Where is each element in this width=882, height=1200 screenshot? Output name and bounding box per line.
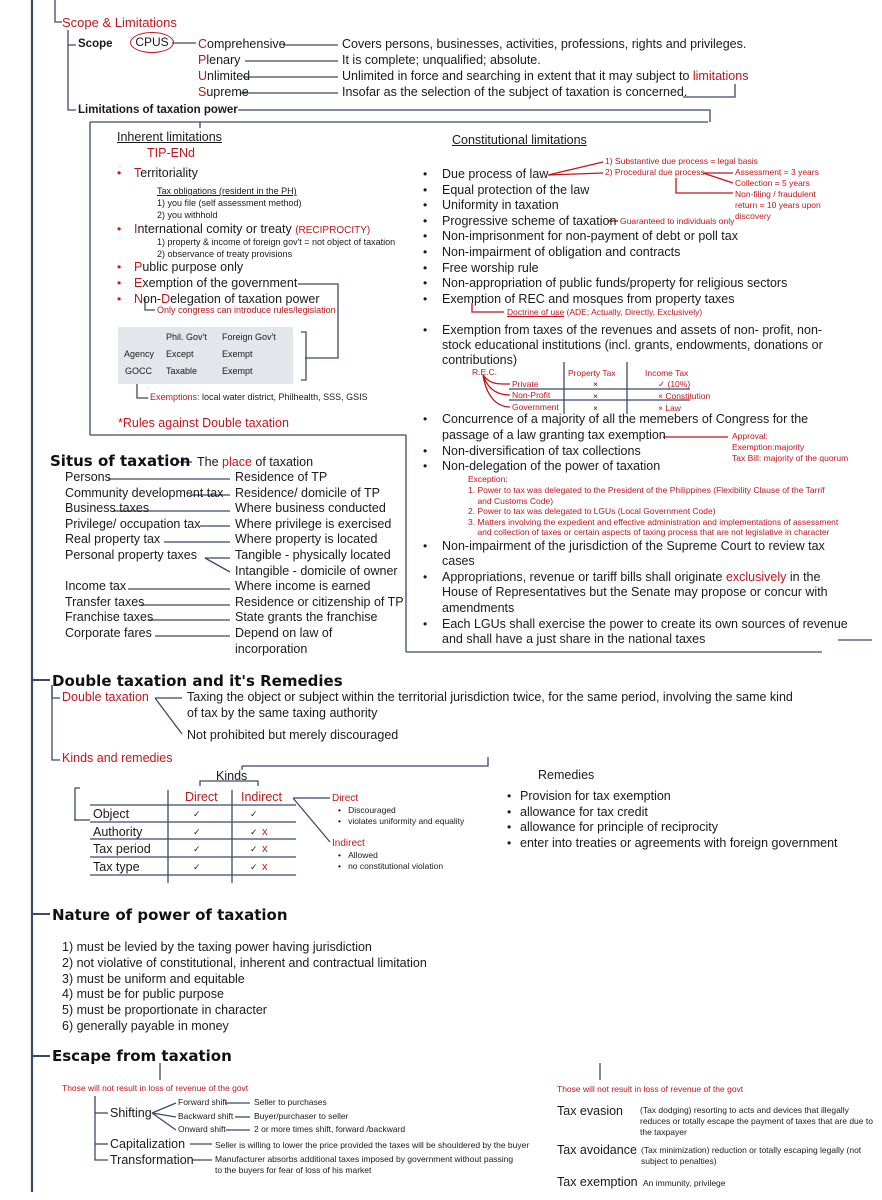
shift-def: Buyer/purchaser to seller: [254, 1111, 349, 1121]
rec-cell: × Constitution: [658, 391, 711, 401]
tax-exemption-def: An immunity, privilege: [643, 1178, 726, 1188]
bullet-icon: •: [423, 245, 428, 259]
bullet-icon: •: [117, 276, 122, 290]
bullet-icon: •: [117, 166, 122, 180]
situs-place: Where property is located: [235, 532, 378, 547]
progressive-note: Guaranteed to individuals only: [620, 216, 735, 226]
double-taxation-note: Not prohibited but merely discouraged: [187, 728, 399, 742]
bullet-icon: •: [507, 820, 512, 835]
indirect-note: • no constitutional violation: [338, 861, 444, 871]
kinds-label: Kinds: [216, 769, 248, 783]
const-lgus: Each LGUs shall exercise the power to create its own sources of revenue: [442, 617, 848, 631]
const-limitation-item: Uniformity in taxation: [442, 198, 559, 213]
rules-double-taxation: *Rules against Double taxation: [118, 416, 289, 430]
const-limitation-item: Non-impairment of obligation and contracts: [442, 245, 681, 259]
const-non-diversification: Non-diversification of tax collections: [442, 444, 641, 458]
const-educational: Exemption from taxes of the revenues and assets of non- profit, non-: [442, 323, 823, 337]
tax-evasion-def: reduces or totally escape the payment of taxes that are due to: [640, 1116, 873, 1126]
inherent-acronym: TIP-ENd: [147, 146, 195, 160]
bullet-icon: •: [423, 459, 428, 473]
cross-icon: x: [262, 860, 268, 873]
rec-cell: × Law: [658, 403, 681, 413]
bullet-icon: •: [423, 412, 428, 426]
inherent-comity: International comity or treaty (RECIPROCITY): [134, 222, 371, 236]
limitations-label: Limitations of taxation power: [78, 104, 238, 116]
transformation-label: Transformation: [110, 1153, 194, 1167]
tax-exemption-label: Tax exemption: [557, 1175, 638, 1189]
transformation-def: to the buyers for fear of loss of his market: [215, 1165, 372, 1175]
rec-header: Income Tax: [645, 368, 689, 378]
bullet-icon: •: [423, 229, 428, 244]
bullet-icon: •: [423, 617, 428, 631]
escape-right-note: Those will not result in loss of revenue of the govt: [557, 1084, 744, 1094]
gov-table-cell: Exempt: [222, 366, 253, 376]
const-educational: contributions): [442, 353, 518, 367]
situs-place: Depend on law of: [235, 626, 333, 640]
rec-label: R.E.C.: [472, 367, 498, 377]
bullet-icon: •: [423, 198, 428, 213]
kinds-row-label: Tax period: [93, 842, 151, 857]
situs-place: incorporation: [235, 641, 308, 656]
capitalization-def: Seller is willing to lower the price provided the taxes will be shouldered by the buyer: [215, 1140, 530, 1150]
check-icon: ✓: [250, 809, 258, 819]
bullet-icon: •: [507, 789, 512, 803]
tax-evasion-label: Tax evasion: [557, 1104, 624, 1118]
exception-title: Exception:: [468, 474, 508, 484]
situs-tax-type: Corporate fares: [65, 626, 152, 640]
bullet-icon: •: [423, 167, 428, 181]
transformation-def: Manufacturer absorbs additional taxes imposed by government without passing: [215, 1154, 514, 1164]
exception-item: 2. Power to tax was delegated to LGUs (Local Government Code): [468, 506, 716, 516]
situs-place: Residence of TP: [235, 470, 328, 484]
inherent-territoriality: Territoriality: [134, 166, 198, 180]
bullet-icon: •: [423, 570, 428, 584]
scope-item-plenary: Plenary: [198, 53, 241, 67]
scope-item-unlimited: Unlimited: [198, 69, 251, 83]
check-icon: ✓: [250, 826, 258, 837]
non-delegation-note: Only congress can introduce rules/legislation: [157, 305, 336, 315]
scope-def-unlimited: Unlimited in force and searching in extent that it may subject to limitations: [342, 69, 749, 83]
procedural-note: Non-filing / fraudulent: [735, 189, 816, 199]
tax-avoidance-label: Tax avoidance: [557, 1143, 637, 1157]
nature-item: 3) must be uniform and equitable: [62, 971, 245, 986]
exemptions-note: Exemptions: local water district, Philhealth, SSS, GSIS: [150, 392, 368, 402]
scope-label: Scope: [78, 38, 113, 50]
double-taxation-definition: of tax by the same taxing authority: [187, 706, 378, 720]
situs-place: Where income is earned: [235, 579, 371, 594]
const-limitation-item: Exemption of REC and mosques from property taxes: [442, 291, 735, 306]
kinds-row-label: Authority: [93, 824, 143, 839]
scope-item-supreme: Supreme: [198, 85, 249, 99]
const-lgus: and shall have a just share in the national taxes: [442, 632, 706, 646]
remedy-item: allowance for tax credit: [520, 804, 648, 819]
bullet-icon: •: [423, 291, 428, 306]
situs-tax-type: Persons: [65, 470, 111, 484]
cross-icon: x: [262, 843, 268, 856]
inherent-public-purpose: Public purpose only: [134, 260, 244, 274]
tax-evasion-def: (Tax dodging) resorting to acts and devices that illegally: [640, 1105, 849, 1115]
gov-table-cell: Agency: [124, 349, 155, 359]
scope-item-comprehensive: Comprehensive: [198, 37, 286, 51]
nature-heading: Nature of power of taxation: [52, 906, 288, 924]
doctrine-of-use-note: Doctrine of use (ADE; Actually, Directly, Exclusively): [507, 307, 703, 317]
tax-obligation-item: 2) you withhold: [157, 210, 218, 220]
const-concurrence: Concurrence of a majority of all the memebers of Congress for the: [442, 412, 809, 426]
const-limitation-item: Due process of law: [442, 167, 549, 181]
direct-note: • Discouraged: [338, 805, 396, 815]
gov-table-header: Phil. Gov't: [166, 332, 207, 342]
situs-tax-type: Business taxes: [65, 501, 150, 516]
const-supreme-court: cases: [442, 554, 475, 568]
double-taxation-label: Double taxation: [62, 690, 149, 704]
rec-row-name: Government: [512, 402, 559, 412]
shift-type: Forward shift: [178, 1097, 228, 1107]
const-concurrence: passage of a law granting tax exemption: [442, 428, 666, 442]
kinds-header-indirect: Indirect: [241, 790, 282, 804]
situs-place: Tangible - physically located: [235, 548, 391, 562]
tax-evasion-def: the taxpayer: [640, 1127, 687, 1137]
situs-tax-type: Real property tax: [65, 532, 161, 547]
exception-item: 3. Matters involving the expedient and effective administration and implementations of assessment: [468, 517, 839, 527]
bullet-icon: •: [423, 444, 428, 458]
gov-table-cell: GOCC: [125, 366, 152, 376]
remedy-item: allowance for principle of reciprocity: [520, 820, 719, 835]
indirect-title: Indirect: [332, 838, 365, 849]
situs-tax-type: Personal property taxes: [65, 548, 198, 562]
constitutional-title: Constitutional limitations: [452, 133, 587, 147]
shift-def: Seller to purchases: [254, 1097, 327, 1107]
procedural-note: Assessment = 3 years: [735, 167, 819, 177]
bullet-icon: •: [423, 539, 428, 553]
exception-item: and Customs Code): [468, 496, 554, 506]
scope-def-supreme: Insofar as the selection of the subject of taxation is concerned.: [342, 85, 688, 99]
bullet-icon: •: [117, 222, 122, 236]
exception-item: and collection of taxes or certain aspects of taxing process that are not legislative in character: [468, 527, 830, 537]
situs-tax-type: Franchise taxes: [65, 610, 154, 625]
rec-cell: ✓ (10%): [658, 379, 691, 389]
check-icon: ✓: [193, 844, 201, 855]
shifting-label: Shifting: [110, 1106, 152, 1120]
escape-left-note: Those will not result in loss of revenue of the govt: [62, 1083, 249, 1093]
nature-item: 5) must be proportionate in character: [62, 1003, 267, 1018]
bullet-icon: •: [423, 276, 428, 291]
rec-cell: ×: [593, 403, 598, 413]
gov-table-header: Foreign Gov't: [222, 332, 276, 342]
rec-header: Property Tax: [568, 368, 616, 378]
bullet-icon: •: [423, 260, 428, 275]
nature-item: 4) must be for public purpose: [62, 987, 224, 1002]
approval-note: Approval:: [732, 431, 768, 441]
inherent-exemption-government: Exemption of the government: [134, 276, 298, 290]
situs-heading: Situs of taxation: [50, 452, 191, 470]
bullet-icon: •: [507, 835, 512, 850]
indirect-note: • Allowed: [338, 850, 378, 860]
double-taxation-heading: Double taxation and it's Remedies: [52, 672, 343, 690]
check-icon: ✓: [250, 844, 258, 855]
situs-place: Intangible - domicile of owner: [235, 563, 398, 578]
escape-heading: Escape from taxation: [52, 1047, 232, 1065]
rec-cell: ×: [593, 391, 598, 401]
procedural-note: discovery: [735, 211, 771, 221]
scope-def-comprehensive: Covers persons, businesses, activities, professions, rights and privileges.: [342, 37, 747, 51]
const-educational: stock educational institutions (incl. grants, endowments, donations or: [442, 338, 823, 352]
situs-place: Residence or citizenship of TP: [235, 594, 404, 609]
const-limitation-item: Non-appropriation of public funds/property for religious sectors: [442, 276, 788, 291]
situs-tax-type: Community development tax: [65, 485, 224, 500]
cpus-acronym: CPUS: [130, 32, 174, 53]
kinds-row-label: Tax type: [93, 859, 140, 874]
situs-tax-type: Income tax: [65, 579, 127, 594]
const-appropriations: House of Representatives but the Senate may propose or concur with: [442, 585, 828, 599]
remedy-item: Provision for tax exemption: [520, 789, 671, 803]
check-icon: ✓: [193, 826, 201, 837]
gov-table-cell: Taxable: [166, 366, 198, 376]
exception-item: 1. Power to tax was delegated to the President of the Philippines (Flexibility Clause of the Tarrif: [468, 485, 825, 495]
remedy-item: enter into treaties or agreements with foreign government: [520, 835, 838, 850]
situs-subtitle: The place of taxation: [197, 455, 314, 469]
approval-note: Exemption:majority: [732, 442, 805, 452]
rec-row-name: Non-Profit: [512, 390, 551, 400]
direct-note: • violates uniformity and equality: [338, 816, 465, 826]
kinds-row-label: Object: [93, 807, 130, 821]
const-limitation-item: Progressive scheme of taxation: [442, 213, 617, 228]
situs-place: State grants the franchise: [235, 610, 378, 625]
const-supreme-court: Non-impairment of the jurisdiction of the Supreme Court to review tax: [442, 539, 825, 553]
scope-limitations-title: Scope & Limitations: [62, 15, 177, 30]
remedies-label: Remedies: [538, 768, 595, 782]
const-limitation-item: Equal protection of the law: [442, 182, 590, 197]
check-icon: ✓: [193, 861, 201, 872]
situs-tax-type: Privilege/ occupation tax: [65, 516, 201, 531]
tax-avoidance-def: subject to penalties): [641, 1156, 717, 1166]
tax-obligation-item: 1) you file (self assessment method): [157, 198, 302, 208]
shift-def: 2 or more times shift, forward /backward: [254, 1124, 406, 1134]
rec-row-name: Private: [512, 379, 539, 389]
capitalization-label: Capitalization: [110, 1137, 186, 1151]
check-icon: ✓: [193, 809, 201, 819]
due-process-note: 2) Procedural due process: [605, 167, 705, 177]
bullet-icon: •: [507, 804, 512, 819]
kinds-header-direct: Direct: [185, 790, 218, 804]
bullet-icon: •: [117, 260, 122, 274]
check-icon: ✓: [250, 861, 258, 872]
double-taxation-definition: Taxing the object or subject within the territorial jurisdiction twice, for the same period, involving the same kind: [187, 690, 793, 704]
bullet-icon: •: [117, 292, 122, 306]
situs-place: Where business conducted: [235, 501, 386, 516]
bullet-icon: •: [423, 323, 428, 337]
procedural-note: return = 10 years upon: [735, 200, 821, 210]
situs-tax-type: Transfer taxes: [65, 594, 145, 609]
procedural-note: Collection = 5 years: [735, 178, 810, 188]
comity-note: 2) observance of treaty provisions: [157, 249, 293, 259]
inherent-non-delegation: Non-Delegation of taxation power: [134, 292, 320, 306]
const-appropriations: Appropriations, revenue or tariff bills shall originate exclusively in the: [442, 570, 821, 584]
bullet-icon: •: [423, 182, 428, 197]
const-limitation-item: Non-imprisonment for non-payment of debt or poll tax: [442, 229, 738, 244]
situs-place: Where privilege is exercised: [235, 516, 392, 531]
gov-table-cell: Except: [166, 349, 194, 359]
inherent-title: Inherent limitations: [117, 130, 222, 144]
shift-type: Backward shift: [178, 1111, 234, 1121]
direct-title: Direct: [332, 793, 359, 804]
shift-type: Onward shift: [178, 1124, 226, 1134]
nature-item: 6) generally payable in money: [62, 1019, 229, 1033]
bullet-icon: •: [423, 213, 428, 228]
cross-icon: x: [262, 825, 268, 838]
situs-place: Residence/ domicile of TP: [235, 485, 380, 500]
nature-item: 2) not violative of constitutional, inherent and contractual limitation: [62, 955, 427, 970]
const-appropriations: amendments: [442, 601, 515, 615]
nature-item: 1) must be levied by the taxing power having jurisdiction: [62, 940, 372, 954]
tax-avoidance-def: (Tax minimization) reduction or totally escaping legally (not: [641, 1145, 862, 1155]
approval-note: Tax Bill: majority of the quorum: [732, 453, 849, 463]
tax-obligations-title: Tax obligations (resident in the PH): [157, 186, 297, 196]
kinds-remedies-label: Kinds and remedies: [62, 751, 173, 765]
gov-table-cell: Exempt: [222, 349, 253, 359]
const-non-delegation: Non-delegation of the power of taxation: [442, 459, 661, 473]
const-limitation-item: Free worship rule: [442, 260, 539, 275]
comity-note: 1) property & income of foreign gov't = not object of taxation: [157, 237, 396, 247]
rec-cell: ×: [593, 379, 598, 389]
scope-def-plenary: It is complete; unqualified; absolute.: [342, 53, 541, 67]
due-process-note: 1) Substantive due process = legal basis: [605, 156, 758, 166]
